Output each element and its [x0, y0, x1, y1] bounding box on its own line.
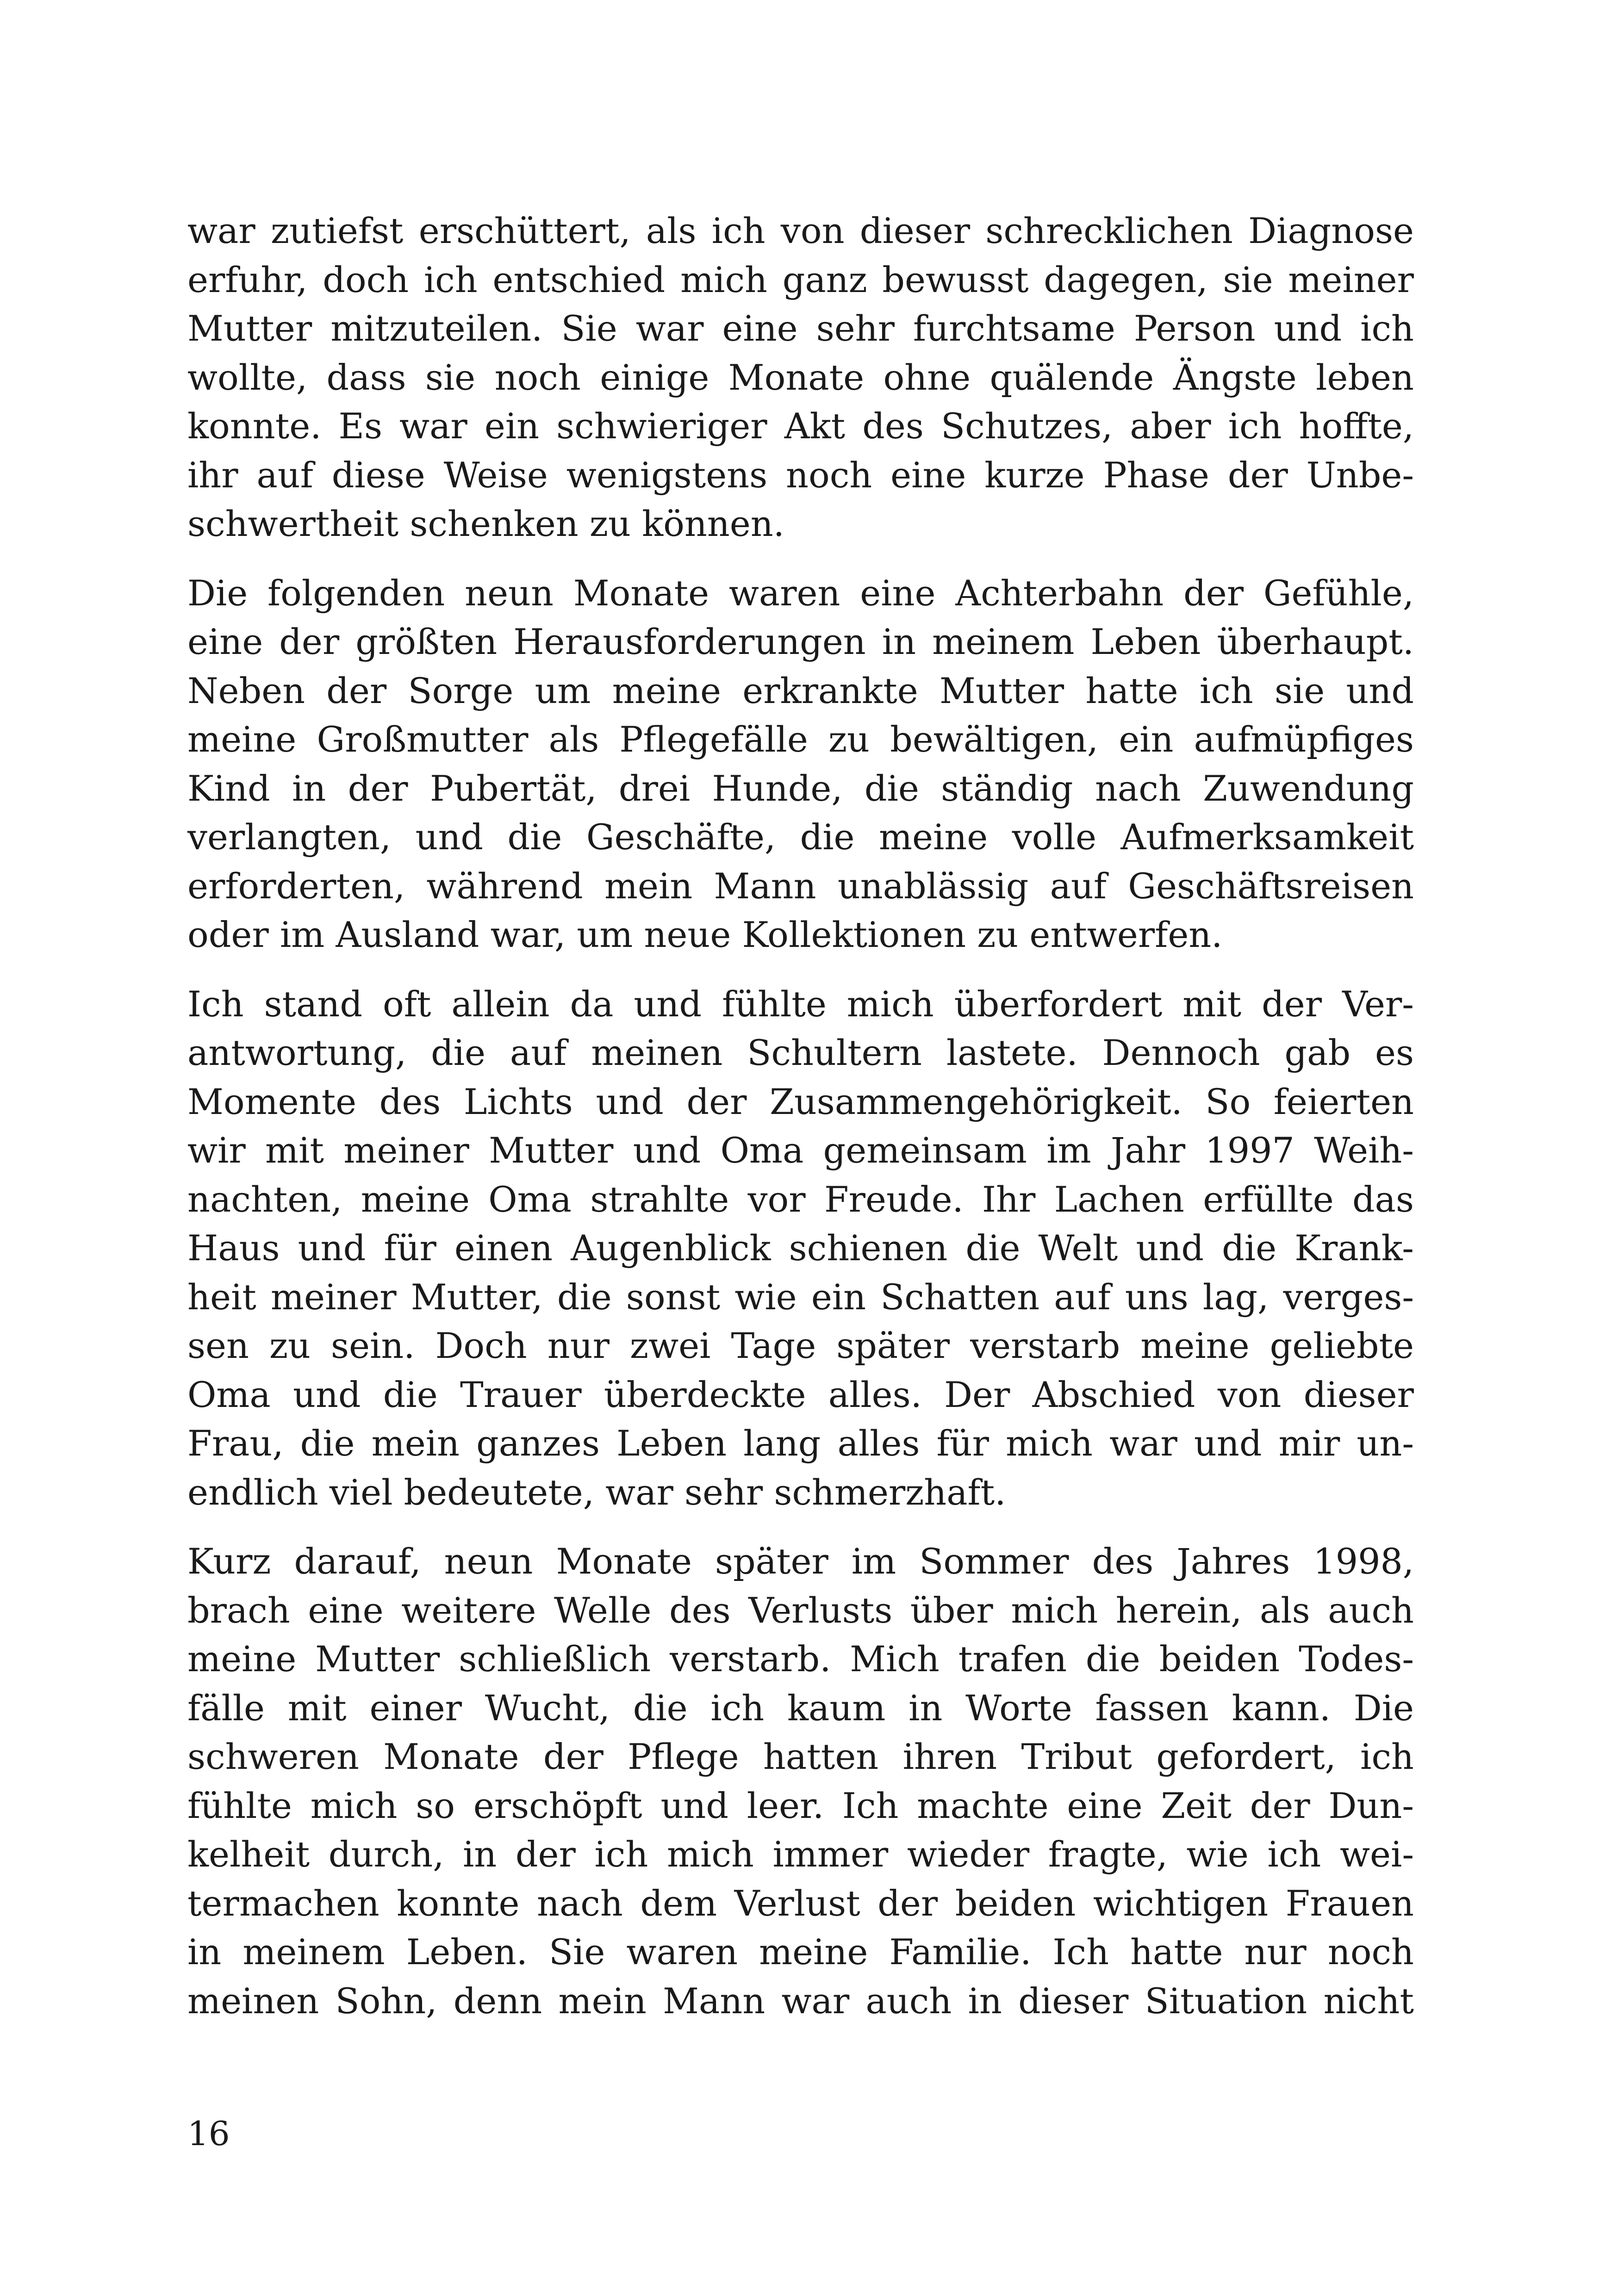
text-line: antwortung, die auf meinen Schultern lastete. Dennoch gab es: [187, 1032, 1414, 1073]
text-line: erforderten, während mein Mann unablässig auf Geschäftsreisen: [187, 865, 1414, 907]
paragraph-3: [187, 980, 1414, 1517]
text-line: heit meiner Mutter, die sonst wie ein Schatten auf uns lag, verges-: [187, 1276, 1414, 1318]
text-line: Kurz darauf, neun Monate später im Sommer des Jahres 1998,: [187, 1541, 1414, 1582]
text-line: endlich viel bedeutete, war sehr schmerzhaft.: [187, 1471, 1006, 1513]
text-line: Die folgenden neun Monate waren eine Achterbahn der Gefühle,: [187, 572, 1414, 614]
text-line: Kind in der Pubertät, drei Hunde, die ständig nach Zuwendung: [187, 767, 1414, 809]
text-line: Oma und die Trauer überdeckte alles. Der Abschied von dieser: [187, 1374, 1414, 1415]
text-line: oder im Ausland war, um neue Kollektionen zu entwerfen.: [187, 914, 1223, 955]
page-number: 16: [187, 2114, 230, 2153]
text-line: brach eine weitere Welle des Verlusts über mich herein, als auch: [187, 1589, 1414, 1631]
text-line: Momente des Lichts und der Zusammengehörigkeit. So feierten: [187, 1081, 1414, 1122]
text-line: war zutiefst erschüttert, als ich von dieser schrecklichen Diagnose: [187, 210, 1414, 251]
text-line: nachten, meine Oma strahlte vor Freude. Ihr Lachen erfüllte das: [187, 1178, 1414, 1220]
text-line: meine Mutter schließlich verstarb. Mich trafen die beiden Todes-: [187, 1638, 1414, 1680]
text-line: termachen konnte nach dem Verlust der beiden wichtigen Frauen: [187, 1882, 1414, 1924]
text-line: Haus und für einen Augenblick schienen die Welt und die Krank-: [187, 1227, 1414, 1269]
text-line: in meinem Leben. Sie waren meine Familie. Ich hatte nur noch: [187, 1931, 1414, 1972]
text-line: wir mit meiner Mutter und Oma gemeinsam im Jahr 1997 Weih-: [187, 1130, 1414, 1171]
text-line: fühlte mich so erschöpft und leer. Ich machte eine Zeit der Dun-: [187, 1785, 1414, 1826]
text-line: Ich stand oft allein da und fühlte mich überfordert mit der Ver-: [187, 983, 1414, 1025]
text-line: meinen Sohn, denn mein Mann war auch in dieser Situation nicht: [187, 1980, 1414, 2022]
text-line: konnte. Es war ein schwieriger Akt des Schutzes, aber ich hoffte,: [187, 405, 1414, 447]
text-line: sen zu sein. Doch nur zwei Tage später verstarb meine geliebte: [187, 1325, 1414, 1366]
text-line: fälle mit einer Wucht, die ich kaum in Worte fassen kann. Die: [187, 1687, 1414, 1729]
text-line: schweren Monate der Pflege hatten ihren Tribut gefordert, ich: [187, 1736, 1414, 1777]
body-text: [187, 206, 1414, 2046]
text-line: kelheit durch, in der ich mich immer wieder fragte, wie ich wei-: [187, 1834, 1414, 1875]
paragraph-2: [187, 569, 1414, 959]
text-line: Frau, die mein ganzes Leben lang alles für mich war und mir un-: [187, 1423, 1414, 1464]
text-line: meine Großmutter als Pflegefälle zu bewältigen, ein aufmüpfiges: [187, 719, 1414, 760]
text-line: verlangten, und die Geschäfte, die meine volle Aufmerksamkeit: [187, 816, 1414, 858]
text-line: Neben der Sorge um meine erkrankte Mutter hatte ich sie und: [187, 670, 1414, 711]
text-line: erfuhr, doch ich entschied mich ganz bewusst dagegen, sie meiner: [187, 259, 1414, 300]
text-line: ihr auf diese Weise wenigstens noch eine kurze Phase der Unbe-: [187, 454, 1414, 496]
paragraph-1: [187, 206, 1414, 548]
text-line: eine der größten Herausforderungen in meinem Leben überhaupt.: [187, 621, 1414, 662]
paragraph-4: [187, 1537, 1414, 2025]
text-line: Mutter mitzuteilen. Sie war eine sehr furchtsame Person und ich: [187, 308, 1414, 349]
text-line: schwertheit schenken zu können.: [187, 503, 784, 544]
text-line: wollte, dass sie noch einige Monate ohne quälende Ängste leben: [187, 356, 1414, 398]
